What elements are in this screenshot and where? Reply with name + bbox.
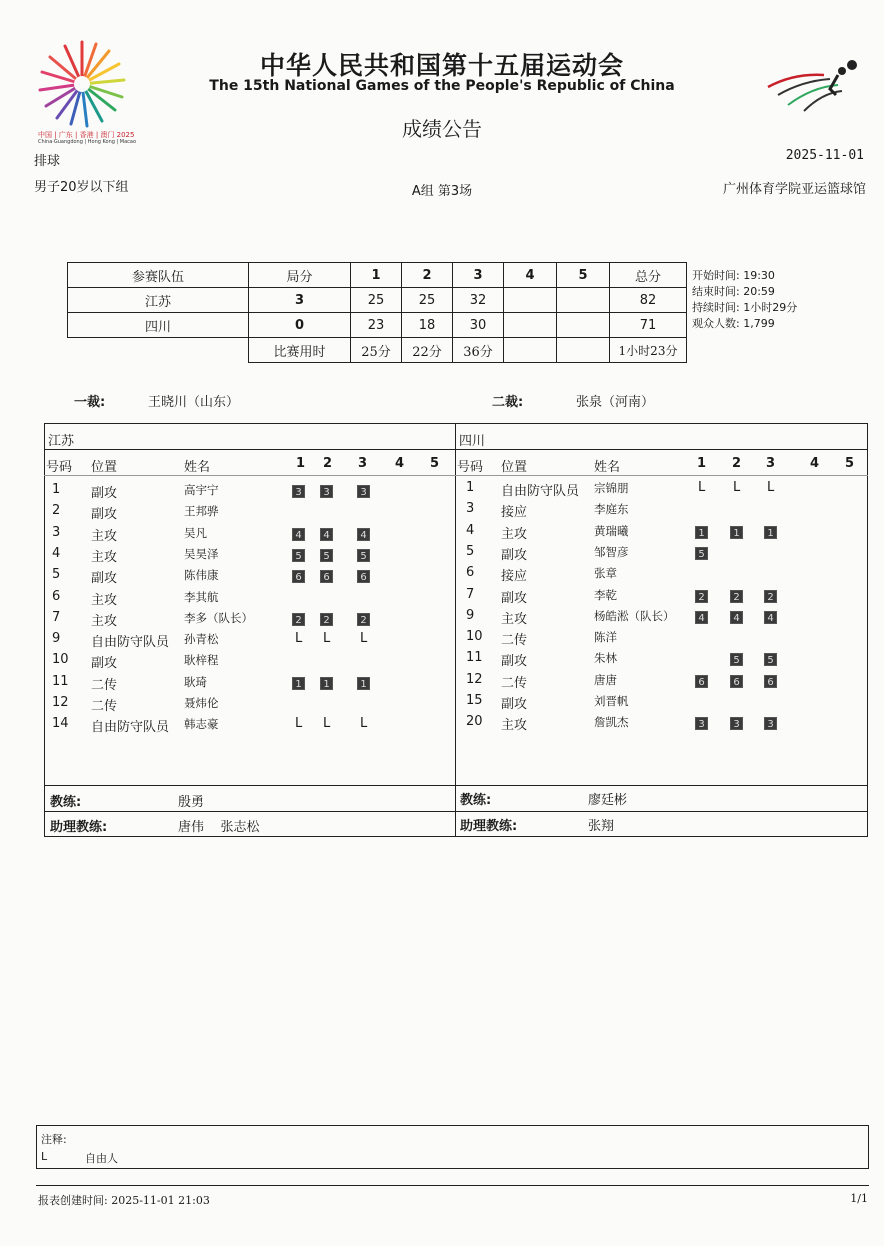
end-time: 结束时间: 20:59 xyxy=(692,285,775,298)
player-name: 吴昊泽 xyxy=(184,546,219,561)
total-duration: 1小时23分 xyxy=(610,338,687,363)
starting-position-box: 2 xyxy=(320,613,333,626)
player-name: 韩志豪 xyxy=(184,717,219,732)
player-position: 主攻 xyxy=(91,613,118,629)
starting-position-box: 1 xyxy=(357,677,370,690)
start-time: 开始时间: 19:30 xyxy=(692,269,775,282)
player-position: 主攻 xyxy=(91,592,118,608)
libero-marker: L xyxy=(360,631,368,647)
set-score: 30 xyxy=(453,313,504,338)
starting-position-box: 6 xyxy=(320,570,333,583)
notes-key: L xyxy=(41,1150,48,1163)
group-match-label: A组 第3场 xyxy=(411,184,473,199)
set-score xyxy=(557,313,610,338)
libero-marker: L xyxy=(360,716,368,732)
header-set5: 5 xyxy=(557,263,610,288)
player-name: 李庭东 xyxy=(594,502,629,517)
second-referee: 张泉（河南） xyxy=(576,395,655,410)
notice-title: 成绩公告 xyxy=(402,117,482,141)
player-position: 自由防守队员 xyxy=(91,635,170,651)
set-score xyxy=(504,288,557,313)
starting-position-box: 2 xyxy=(357,613,370,626)
player-position: 副攻 xyxy=(501,547,528,563)
header-set1: 1 xyxy=(351,263,402,288)
col-name: 姓名 xyxy=(594,460,621,475)
assistant-coach-label: 助理教练: xyxy=(50,820,108,835)
set-duration: 25分 xyxy=(351,338,402,363)
venue-label: 广州体育学院亚运篮球馆 xyxy=(722,182,866,197)
player-position: 主攻 xyxy=(91,528,118,544)
player-name: 詹凯杰 xyxy=(594,715,629,730)
starting-position-box: 3 xyxy=(730,717,743,730)
player-position: 主攻 xyxy=(501,718,528,734)
player-row xyxy=(0,565,884,585)
total-points: 82 xyxy=(610,288,687,313)
header-sets: 局分 xyxy=(249,263,351,288)
player-number: 1 xyxy=(52,482,61,497)
player-number: 15 xyxy=(466,693,483,708)
starting-position-box: 4 xyxy=(764,611,777,624)
starting-position-box: 5 xyxy=(730,653,743,666)
player-position: 二传 xyxy=(501,633,528,649)
player-number: 6 xyxy=(466,565,475,581)
col-set4: 4 xyxy=(395,456,405,471)
starting-position-box: 4 xyxy=(357,528,370,541)
starting-position-box: 2 xyxy=(764,590,777,603)
header-set3: 3 xyxy=(453,263,504,288)
header-set4: 4 xyxy=(504,263,557,288)
set-score: 25 xyxy=(402,288,453,313)
team-name: 江苏 xyxy=(68,288,249,313)
starting-position-box: 5 xyxy=(292,549,305,562)
player-name: 陈伟康 xyxy=(184,568,219,583)
player-name: 李多（队长） xyxy=(184,610,253,625)
col-set1: 1 xyxy=(296,456,306,471)
match-info xyxy=(692,268,797,332)
player-name: 朱林 xyxy=(594,651,617,666)
score-table-header xyxy=(68,263,687,288)
player-number: 3 xyxy=(52,524,61,540)
player-name: 李乾 xyxy=(594,587,617,602)
coach-name: 殷勇 xyxy=(178,795,205,810)
player-number: 12 xyxy=(466,671,483,687)
score-row xyxy=(68,288,687,313)
match-duration: 持续时间: 1小时29分 xyxy=(692,301,798,314)
duration-row xyxy=(68,338,687,363)
starting-position-box: 1 xyxy=(764,526,777,539)
col-set1: 1 xyxy=(697,456,707,471)
player-number: 11 xyxy=(52,673,69,689)
player-position: 副攻 xyxy=(501,590,528,606)
score-table xyxy=(67,262,687,363)
player-row xyxy=(0,608,884,628)
player-position: 二传 xyxy=(91,699,118,714)
player-position: 接应 xyxy=(501,569,528,585)
col-set5: 5 xyxy=(430,456,440,471)
col-number: 号码 xyxy=(46,460,73,475)
player-number: 2 xyxy=(52,503,61,519)
player-number: 6 xyxy=(52,588,61,604)
header-set2: 2 xyxy=(402,263,453,288)
libero-marker: L xyxy=(733,480,741,495)
first-referee-label: 一裁: xyxy=(74,395,106,410)
player-position: 自由防守队员 xyxy=(501,484,580,499)
score-row xyxy=(68,313,687,338)
set-duration xyxy=(557,338,610,363)
col-set5: 5 xyxy=(845,456,855,471)
libero-marker: L xyxy=(767,480,775,495)
libero-marker: L xyxy=(295,631,303,647)
player-position: 副攻 xyxy=(91,571,118,587)
starting-position-box: 1 xyxy=(730,526,743,539)
player-row xyxy=(0,501,884,521)
player-name: 王邦骅 xyxy=(184,504,219,519)
starting-position-box: 6 xyxy=(357,570,370,583)
starting-position-box: 4 xyxy=(320,528,333,541)
assistant-coach-label: 助理教练: xyxy=(460,819,518,834)
title-en: The 15th National Games of the People's Republic of China xyxy=(209,78,675,94)
sport-label: 排球 xyxy=(34,154,61,169)
libero-marker: L xyxy=(295,716,303,732)
player-number: 1 xyxy=(466,480,475,495)
player-name: 刘晋帆 xyxy=(594,694,629,708)
set-score: 25 xyxy=(351,288,402,313)
starting-position-box: 6 xyxy=(730,675,743,688)
starting-position-box: 3 xyxy=(292,485,305,498)
player-position: 副攻 xyxy=(91,656,118,672)
player-row xyxy=(0,672,884,692)
starting-position-box: 5 xyxy=(357,549,370,562)
starting-position-box: 3 xyxy=(357,485,370,498)
second-referee-label: 二裁: xyxy=(492,395,524,410)
col-number: 号码 xyxy=(457,460,484,475)
player-position: 副攻 xyxy=(91,507,118,523)
player-number: 7 xyxy=(52,609,61,625)
duration-label: 比赛用时 xyxy=(249,338,351,363)
team-header-jiangsu: 江苏 xyxy=(48,434,75,449)
starting-position-box: 1 xyxy=(292,677,305,690)
player-name: 耿琦 xyxy=(184,674,207,689)
header-total: 总分 xyxy=(610,263,687,288)
player-position: 副攻 xyxy=(501,654,528,670)
starting-position-box: 2 xyxy=(292,613,305,626)
player-position: 二传 xyxy=(501,675,528,691)
team-header-sichuan: 四川 xyxy=(459,434,486,449)
player-name: 陈洋 xyxy=(594,630,617,645)
player-row xyxy=(0,629,884,649)
player-position: 副攻 xyxy=(91,486,118,501)
player-position: 副攻 xyxy=(501,697,528,712)
starting-position-box: 5 xyxy=(320,549,333,562)
set-score xyxy=(557,288,610,313)
notes-value: 自由人 xyxy=(85,1152,118,1165)
player-number: 3 xyxy=(466,501,475,517)
set-score: 18 xyxy=(402,313,453,338)
player-name: 吴凡 xyxy=(184,525,207,540)
starting-position-box: 5 xyxy=(764,653,777,666)
player-position: 主攻 xyxy=(501,526,528,542)
starting-position-box: 3 xyxy=(764,717,777,730)
starting-position-box: 4 xyxy=(730,611,743,624)
player-number: 12 xyxy=(52,695,69,710)
assistant-coach-name: 张翔 xyxy=(588,819,615,834)
player-number: 4 xyxy=(466,522,475,538)
report-created-time: 报表创建时间: 2025-11-01 21:03 xyxy=(38,1194,210,1207)
player-number: 5 xyxy=(52,567,61,583)
roster-header xyxy=(0,456,884,476)
col-position: 位置 xyxy=(501,460,528,475)
starting-position-box: 6 xyxy=(764,675,777,688)
total-points: 71 xyxy=(610,313,687,338)
report-date: 2025-11-01 xyxy=(785,148,864,163)
team-name: 四川 xyxy=(68,313,249,338)
player-number: 10 xyxy=(52,652,69,668)
player-name: 张章 xyxy=(594,566,617,581)
starting-position-box: 2 xyxy=(730,590,743,603)
player-row xyxy=(0,480,884,500)
player-name: 邹智彦 xyxy=(594,544,629,559)
player-number: 5 xyxy=(466,543,475,559)
starting-position-box: 4 xyxy=(292,528,305,541)
logo-caption: 中国 | 广东 | 香港 | 澳门 2025 xyxy=(38,131,135,139)
assistant-coach-name: 唐伟 张志松 xyxy=(178,820,260,835)
player-name: 孙青松 xyxy=(184,632,219,647)
starting-position-box: 6 xyxy=(292,570,305,583)
starting-position-box: 2 xyxy=(695,590,708,603)
player-row xyxy=(0,714,884,734)
player-position: 二传 xyxy=(91,677,118,693)
player-name: 高宇宁 xyxy=(184,483,219,497)
set-duration: 22分 xyxy=(402,338,453,363)
starting-position-box: 1 xyxy=(695,526,708,539)
col-set3: 3 xyxy=(358,456,368,471)
player-position: 主攻 xyxy=(501,611,528,627)
category-label: 男子20岁以下组 xyxy=(34,180,129,195)
player-number: 4 xyxy=(52,545,61,561)
set-score: 32 xyxy=(453,288,504,313)
starting-position-box: 3 xyxy=(695,717,708,730)
player-row xyxy=(0,693,884,713)
player-row xyxy=(0,650,884,670)
player-number: 7 xyxy=(466,586,475,602)
notes-label: 注释: xyxy=(41,1133,67,1146)
player-name: 黄瑞曦 xyxy=(594,523,629,538)
player-name: 耿梓程 xyxy=(184,653,219,668)
player-row xyxy=(0,523,884,543)
starting-position-box: 1 xyxy=(320,677,333,690)
player-row xyxy=(0,587,884,607)
player-number: 10 xyxy=(466,629,483,645)
col-set2: 2 xyxy=(323,456,333,471)
player-number: 11 xyxy=(466,650,483,666)
notes-box xyxy=(36,1125,869,1169)
col-set3: 3 xyxy=(766,456,776,471)
spectators: 观众人数: 1,799 xyxy=(692,317,775,330)
libero-marker: L xyxy=(323,716,331,732)
set-duration: 36分 xyxy=(453,338,504,363)
player-position: 自由防守队员 xyxy=(91,720,170,736)
player-position: 接应 xyxy=(501,505,528,521)
col-position: 位置 xyxy=(91,460,118,475)
sets-won: 0 xyxy=(249,313,351,338)
col-set4: 4 xyxy=(810,456,820,471)
player-position: 主攻 xyxy=(91,549,118,565)
starting-position-box: 6 xyxy=(695,675,708,688)
starting-position-box: 5 xyxy=(695,547,708,560)
col-name: 姓名 xyxy=(184,460,211,475)
logo-subcaption: China·Guangdong | Hong Kong | Macao xyxy=(38,139,137,145)
first-referee: 王晓川（山东） xyxy=(148,395,240,410)
sets-won: 3 xyxy=(249,288,351,313)
starting-position-box: 4 xyxy=(695,611,708,624)
set-score: 23 xyxy=(351,313,402,338)
player-number: 9 xyxy=(466,607,475,623)
player-name: 杨皓淞（队长） xyxy=(594,608,675,623)
player-name: 李其航 xyxy=(184,589,219,604)
coach-label: 教练: xyxy=(50,795,82,810)
col-set2: 2 xyxy=(732,456,742,471)
player-row xyxy=(0,544,884,564)
player-name: 宗锦朋 xyxy=(594,481,629,495)
set-score xyxy=(504,313,557,338)
player-number: 20 xyxy=(466,714,483,730)
set-duration xyxy=(504,338,557,363)
coach-name: 廖廷彬 xyxy=(588,793,628,808)
header-team: 参赛队伍 xyxy=(68,263,249,288)
player-name: 唐唐 xyxy=(594,672,617,687)
libero-marker: L xyxy=(323,631,331,647)
coach-label: 教练: xyxy=(460,793,492,808)
starting-position-box: 3 xyxy=(320,485,333,498)
player-number: 14 xyxy=(52,716,69,732)
player-name: 聂炜伦 xyxy=(184,696,219,710)
page-number: 1/1 xyxy=(850,1192,868,1205)
libero-marker: L xyxy=(698,480,706,495)
title-cn: 中华人民共和国第十五届运动会 xyxy=(259,51,624,80)
player-number: 9 xyxy=(52,631,61,647)
